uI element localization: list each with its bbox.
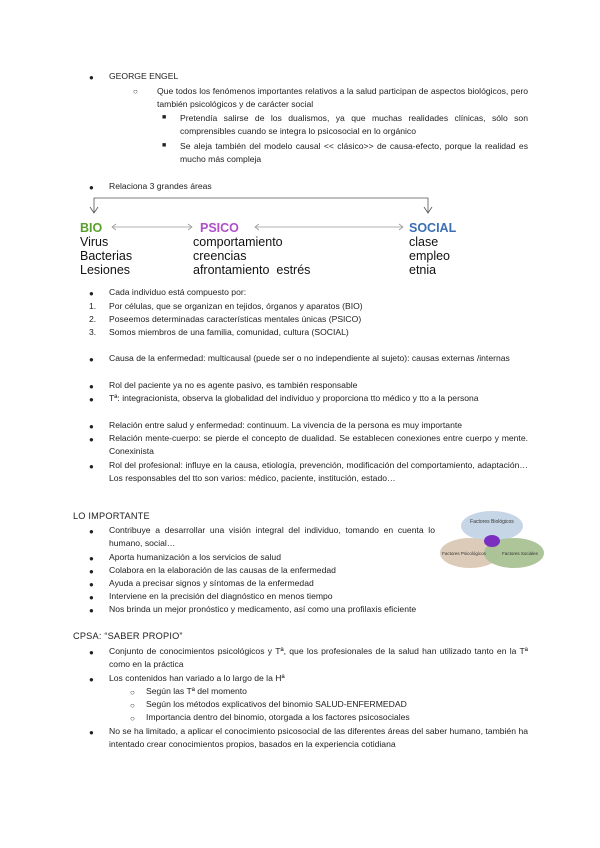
social-item: etnia bbox=[409, 263, 437, 277]
list-item: Poseemos determinadas características mentales únicas (PSICO) bbox=[109, 314, 362, 324]
bullet-text: Tª: integracionista, observa la globalidad del individuo y proporciona tto médico y tto a la persona bbox=[109, 393, 479, 403]
cpsa-sub: Según las Tª del momento bbox=[146, 686, 247, 696]
bio-item: Lesiones bbox=[80, 263, 131, 277]
list-number: 3. bbox=[89, 327, 97, 337]
engel-square-1: Pretendía salirse de los dualismos, ya que muchas realidades clínicas, sólo son comprensibles cuando se integra lo psicosocial en lo orgánico bbox=[180, 113, 528, 137]
bullet-text: Causa de la enfermedad: multicausal (puede ser o no independiente al sujeto): causas externas /internas bbox=[109, 353, 510, 363]
bullet-text: Relación mente-cuerpo: se pierde el concepto de dualidad. Se establecen conexiones entre cuerpo y mente. Conexinista bbox=[109, 433, 528, 457]
bullet-icon bbox=[89, 435, 94, 444]
list-number: 1. bbox=[89, 301, 97, 311]
social-item: clase bbox=[409, 235, 439, 249]
circle-bullet-icon bbox=[130, 688, 135, 697]
cpsa-heading: CPSA: “SABER PROPIO” bbox=[73, 631, 183, 641]
psico-item: creencias bbox=[193, 249, 247, 263]
social-title: SOCIAL bbox=[409, 221, 457, 235]
cpsa-bullet: Los contenidos han variado a lo largo de la Hª bbox=[109, 673, 285, 683]
bio-item: Virus bbox=[80, 235, 109, 249]
bullet-icon bbox=[89, 606, 94, 615]
bracket-line bbox=[94, 198, 428, 213]
importante-item: Ayuda a precisar signos y síntomas de la enfermedad bbox=[109, 578, 314, 588]
importante-item: Colabora en la elaboración de las causas de la enfermedad bbox=[109, 565, 336, 575]
bio-item: Bacterias bbox=[80, 249, 133, 263]
circle-bullet-icon bbox=[130, 701, 135, 710]
relaciona-text: Relaciona 3 grandes áreas bbox=[109, 181, 212, 191]
bullet-icon bbox=[89, 289, 94, 298]
bullet-icon bbox=[89, 728, 94, 737]
bullet-text: Relación entre salud y enfermedad: continuum. La vivencia de la persona es muy importante bbox=[109, 420, 463, 430]
importante-item: Interviene en la precisión del diagnóstico en menos tiempo bbox=[109, 591, 333, 601]
engel-circle-text: Que todos los fenómenos importantes relativos a la salud participan de aspectos biológicos, pero también psicológicos y de carácter social bbox=[157, 86, 528, 110]
areas-arrows bbox=[0, 0, 600, 235]
venn-label-psico: Factores Psicológicos bbox=[442, 551, 486, 556]
venn-center bbox=[484, 535, 500, 547]
list-number: 2. bbox=[89, 314, 97, 324]
bullet-icon bbox=[89, 648, 94, 657]
bullet-icon bbox=[89, 554, 94, 563]
bullet-icon bbox=[89, 395, 94, 404]
bullet-icon bbox=[89, 675, 94, 684]
list-item: Por células, que se organizan en tejidos, órganos y aparatos (BIO) bbox=[109, 301, 363, 311]
cpsa-sub: Importancia dentro del binomio, otorgada a los factores psicosociales bbox=[146, 712, 410, 722]
engel-square-2: Se aleja también del modelo causal << clásico>> de causa-efecto, porque la realidad es mucho más compleja bbox=[180, 141, 528, 165]
bullet-icon bbox=[89, 593, 94, 602]
importante-heading: LO IMPORTANTE bbox=[73, 511, 150, 521]
psico-item: afrontamiento estrés bbox=[193, 263, 311, 277]
importante-item: Aporta humanización a los servicios de salud bbox=[109, 552, 281, 562]
importante-item: Nos brinda un mejor pronóstico y medicamento, así como una profilaxis eficiente bbox=[109, 604, 417, 614]
cpsa-bullet: No se ha limitado, a aplicar el conocimiento psicosocial de las diferentes áreas del saber humano, también ha intentado crear conocimientos propios, basados en la experiencia cotidiana bbox=[109, 726, 528, 750]
psico-item: comportamiento bbox=[193, 235, 283, 249]
bullet-text: Rol del profesional: influye en la causa, etiología, prevención, modificación del comportamiento, adaptación… Los responsables del tto son varios: médico, paciente, institución, estado… bbox=[109, 460, 528, 484]
bullet-icon bbox=[89, 382, 94, 391]
venn-label-bio: Factores Biológicos bbox=[470, 519, 514, 525]
social-item: empleo bbox=[409, 249, 450, 263]
list-item: Somos miembros de una familia, comunidad, cultura (SOCIAL) bbox=[109, 327, 349, 337]
circle-bullet-icon bbox=[130, 714, 135, 723]
bullet-icon bbox=[89, 462, 94, 471]
bio-title: BIO bbox=[80, 221, 103, 235]
bullet-icon bbox=[89, 355, 94, 364]
engel-heading: GEORGE ENGEL bbox=[109, 71, 179, 81]
compuesto-lead: Cada individuo está compuesto por: bbox=[109, 287, 247, 297]
bullet-icon bbox=[89, 422, 94, 431]
bullet-icon bbox=[89, 580, 94, 589]
cpsa-bullet: Conjunto de conocimientos psicológicos y Tª, que los profesionales de la salud han utilizado tanto en la Tª como en la práctica bbox=[109, 646, 528, 670]
bullet-icon bbox=[89, 567, 94, 576]
venn-diagram bbox=[440, 508, 545, 570]
psico-title: PSICO bbox=[200, 221, 239, 235]
cpsa-sub: Según los métodos explicativos del binomio SALUD-ENFERMEDAD bbox=[146, 699, 407, 709]
venn-label-social: Factores Sociales bbox=[502, 551, 538, 556]
bullet-text: Rol del paciente ya no es agente pasivo, es también responsable bbox=[109, 380, 358, 390]
bullet-icon bbox=[89, 527, 94, 536]
importante-item: Contribuye a desarrollar una visión integral del individuo, tomando en cuenta lo humano, social… bbox=[109, 525, 435, 549]
